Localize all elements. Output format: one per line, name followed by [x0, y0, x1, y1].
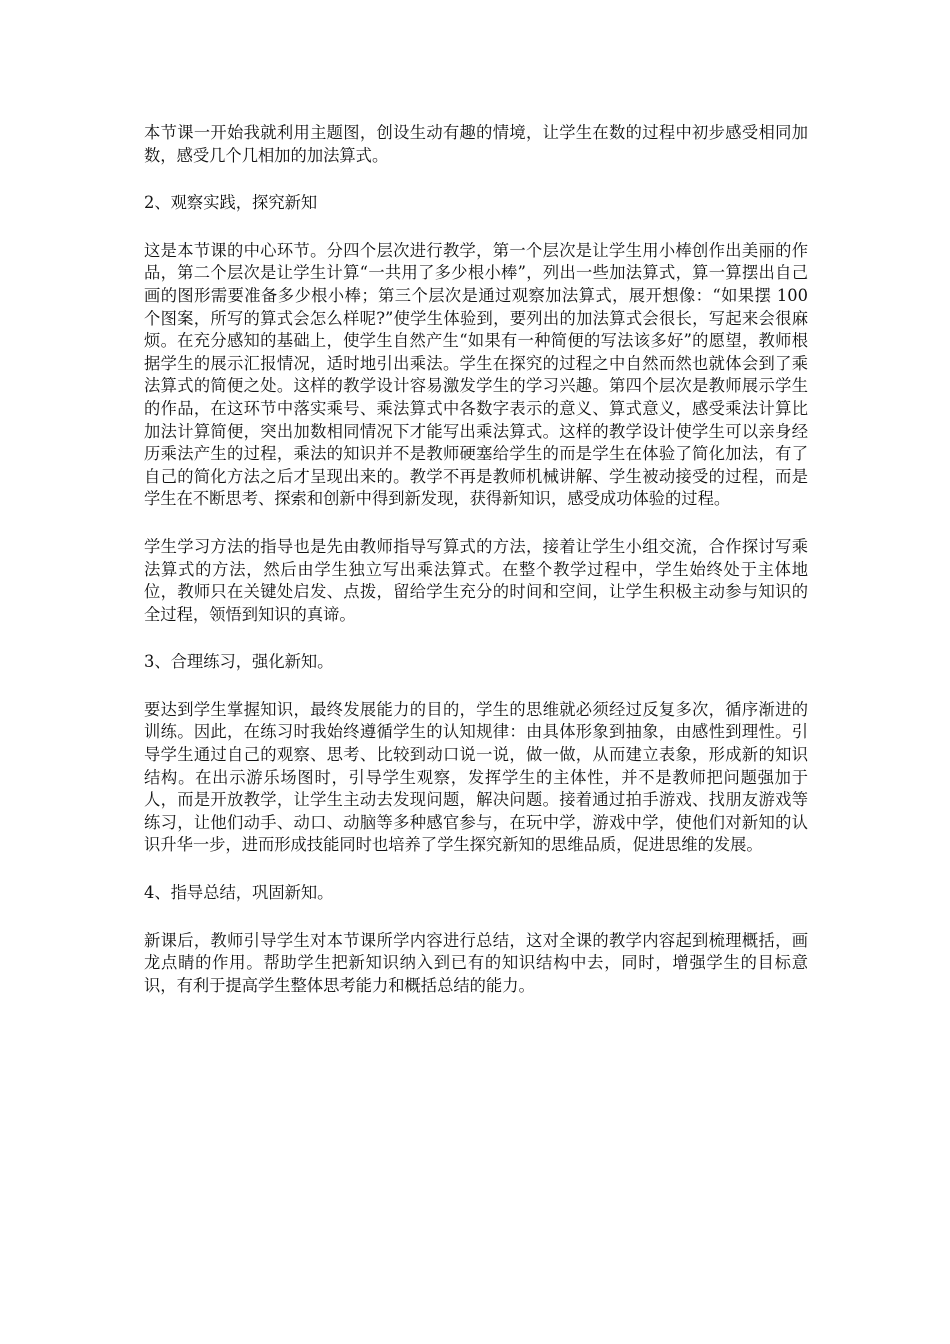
- intro-paragraph: 本节课一开始我就利用主题图，创设生动有趣的情境，让学生在数的过程中初步感受相同加数，感受几个几相加的加法算式。: [144, 123, 808, 165]
- section-2-paragraph-2: 学生学习方法的指导也是先由教师指导写算式的方法，接着让学生小组交流，合作探讨写乘法算式的方法，然后由学生独立写出乘法算式。在整个教学过程中，学生始终处于主体地位，教师只在关键处启发、点拨，留给学生充分的时间和空间，让学生积极主动参与知识的全过程，领悟到知识的真谛。: [144, 536, 808, 624]
- section-heading-2: 2、观察实践，探究新知: [144, 193, 318, 213]
- section-heading-4: 4、指导总结，巩固新知。: [144, 883, 334, 903]
- section-4-paragraph: 新课后，教师引导学生对本节课所学内容进行总结，这对全课的教学内容起到梳理概括，画龙点睛的作用。帮助学生把新知识纳入到已有的知识结构中去，同时，增强学生的目标意识，有利于提高学生整体思考能力和概括总结的能力。: [144, 930, 808, 995]
- section-2-paragraph-1: 这是本节课的中心环节。分四个层次进行教学，第一个层次是让学生用小棒创作出美丽的作品，第二个层次是让学生计算“一共用了多少根小棒”，列出一些加法算式，算一算摆出自己画的图形需要准备多少根小棒；第三个层次是通过观察加法算式，展开想像：“如果摆 100 个图案，所写的算式会怎么样呢?”使学生体验到，要列出的加法算式会很长，写起来会很麻烦。在充分感知的基础上，使学生自然产生“如果有一种简便的写法该多好”的愿望，教师根据学生的展示汇报情况，适时地引出乘法。学生在探究的过程之中自然而然也就体会到了乘法算式的简便之处。这样的教学设计容易激发学生的学习兴趣。第四个层次是教师展示学生的作品，在这环节中落实乘号、乘法算式中各数字表示的意义、算式意义，感受乘法计算比加法计算简便，突出加数相同情况下才能写出乘法算式。这样的教学设计使学生可以亲身经历乘法产生的过程，乘法的知识并不是教师硬塞给学生的而是学生在体验了简化加法，有了自己的简化方法之后才呈现出来的。教学不再是教师机械讲解、学生被动接受的过程，而是学生在不断思考、探索和创新中得到新发现，获得新知识，感受成功体验的过程。: [144, 240, 808, 509]
- section-3-paragraph: 要达到学生掌握知识，最终发展能力的目的，学生的思维就必须经过反复多次，循序渐进的训练。因此，在练习时我始终遵循学生的认知规律：由具体形象到抽象，由感性到理性。引导学生通过自己的观察、思考、比较到动口说一说，做一做，从而建立表象，形成新的知识结构。在出示游乐场图时，引导学生观察，发挥学生的主体性，并不是教师把问题强加于人，而是开放教学，让学生主动去发现问题，解决问题。接着通过拍手游戏、找朋友游戏等练习，让他们动手、动口、动脑等多种感官参与，在玩中学，游戏中学，使他们对新知的认识升华一步，进而形成技能同时也培养了学生探究新知的思维品质，促进思维的发展。: [144, 699, 808, 855]
- section-heading-3: 3、合理练习，强化新知。: [144, 652, 334, 672]
- document-body: [144, 122, 808, 1022]
